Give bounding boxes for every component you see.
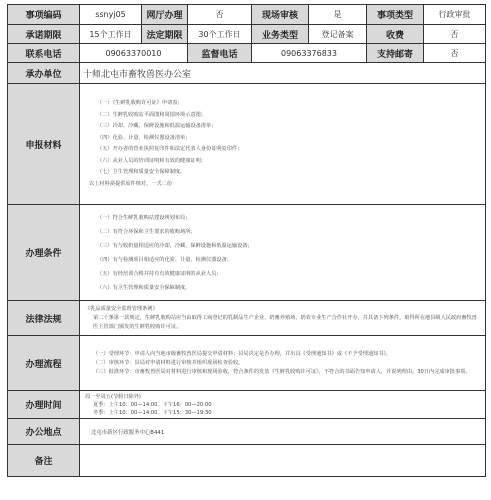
fee-label: 收费 [367,25,424,44]
online-hall-value: 否 [188,5,252,25]
supervise-phone-value: 09063376833 [252,44,367,63]
item-type-value: 行政审批 [424,5,486,25]
mail-support-label: 支持邮寄 [367,44,424,63]
condition-item: （四）有与检测项目相适应的化验、计量、检测仪器设备； [97,256,232,263]
material-item: （一）《生鲜乳收购许可证》申请表； [97,100,183,106]
row-materials [8,84,486,205]
conditions-label: 办理条件 [8,205,80,301]
material-note: 以上材料须提供原件核对，一式二份 [89,180,173,187]
contact-phone-label: 联系电话 [8,44,80,63]
hours-content [80,391,486,419]
mail-support-value: 否 [424,44,486,63]
remark-value [80,445,486,477]
item-code-value: ssnyj05 [80,5,142,25]
law-content [80,301,486,336]
fee-value: 否 [424,25,486,44]
address-content [80,419,486,445]
condition-item: （三）有与收奶量相适应的冷却、冷藏、保鲜设施和低温运输设备； [97,242,253,249]
hours-line: 周一至周五(节假日除外) [85,393,141,400]
row-basic-2 [8,25,486,44]
handling-unit-value: 十师北屯市畜牧兽医办公室 [80,63,486,84]
material-item: （五）开办者的营业执照复印件和法定代表人身份证明复印件； [97,146,243,152]
legal-period-label: 法定期限 [142,25,188,44]
row-basic-3 [8,44,486,63]
hours-label: 办理时间 [8,391,80,419]
hours-line: 冬季：上午10：00—14:00，下午15：30—19:30 [93,409,212,416]
address-label: 办公地点 [8,419,80,445]
service-info-table [7,4,486,477]
business-type-value: 登记备案 [309,25,367,44]
row-conditions [8,205,486,301]
material-item: （三）冷却、冷藏、保鲜设施和低温运输设备清单； [97,123,217,129]
online-hall-label: 网厅办理 [142,5,188,25]
process-step: （三）批准环节：市畜牧兽医局对材料进行审核和现场验收，符合条件的发放《生鲜乳收购许可证》，不符合的书面告知申请人，并说明理由。30日内完成审批事项。 [93,368,471,375]
condition-item: （六）有卫生管理和质量安全保障制度。 [97,284,191,291]
row-address [8,419,486,445]
legal-period-value: 30个工作日 [188,25,252,44]
row-remark [8,445,486,477]
supervise-phone-label: 监督电话 [188,44,252,63]
law-title: 《乳品质量安全监督管理条例》 [85,305,158,312]
contact-phone-value: 09063370010 [80,44,188,63]
row-basic-1 [8,5,486,25]
law-text: 第二十条第一款规定，生鲜乳收购站应当由取得工商登记的乳制品生产企业、奶畜养殖场、奶农专业生产合作社开办，并具备下列条件，取得所在地县级人民政府畜牧兽医主管部门颁发的生鲜乳收购许可证。 [93,314,477,330]
material-item: （七）卫生管理和质量安全保障制度。 [97,169,186,175]
condition-item: （五）有经培训合格并持有有效健康证明的从业人员； [97,270,222,277]
row-hours [8,391,486,419]
row-law [8,301,486,336]
business-type-label: 业务类型 [252,25,309,44]
item-code-label: 事项编码 [8,5,80,25]
materials-content [80,84,486,205]
process-step: （一）受理环节：申请人向当地市级畜牧兽医局提交申请材料；县局决定是否办理，并出具《受理通知书》或《不予受理通知书》。 [93,350,392,357]
promise-period-label: 承诺期限 [8,25,80,44]
process-label: 办理流程 [8,336,80,391]
item-type-label: 事项类型 [367,5,424,25]
site-review-label: 现场审核 [252,5,309,25]
process-content [80,336,486,391]
handling-unit-label: 承办单位 [8,63,80,84]
condition-item: （二）有符合环保和卫生要求的收购场所； [97,228,196,235]
material-item: （六）从业人员的培训证明和有效的健康证明； [97,157,206,164]
conditions-content [80,205,486,301]
row-unit [8,63,486,84]
law-label: 法律法规 [8,301,80,336]
material-item: （二）生鲜乳收购站平面图和周围环境示意图； [97,111,206,118]
materials-label: 申报材料 [8,84,80,205]
condition-item: （一）符合生鲜乳收购站建设规划布局； [97,214,191,221]
material-item: （四）化验、计量、检测仪器设备清单； [97,134,191,141]
address-value: 北屯市新区行政服务中心B441 [91,429,165,436]
remark-label: 备注 [8,445,80,477]
row-process [8,336,486,391]
promise-period-value: 15个工作日 [80,25,142,44]
hours-line: 夏季：上午10：00—14:00，下午16：00—20:00 [93,401,212,408]
site-review-value: 是 [309,5,367,25]
process-step: （二）审核环节：县局对申请材料进行审核并组织现场检查验收。 [93,359,244,366]
